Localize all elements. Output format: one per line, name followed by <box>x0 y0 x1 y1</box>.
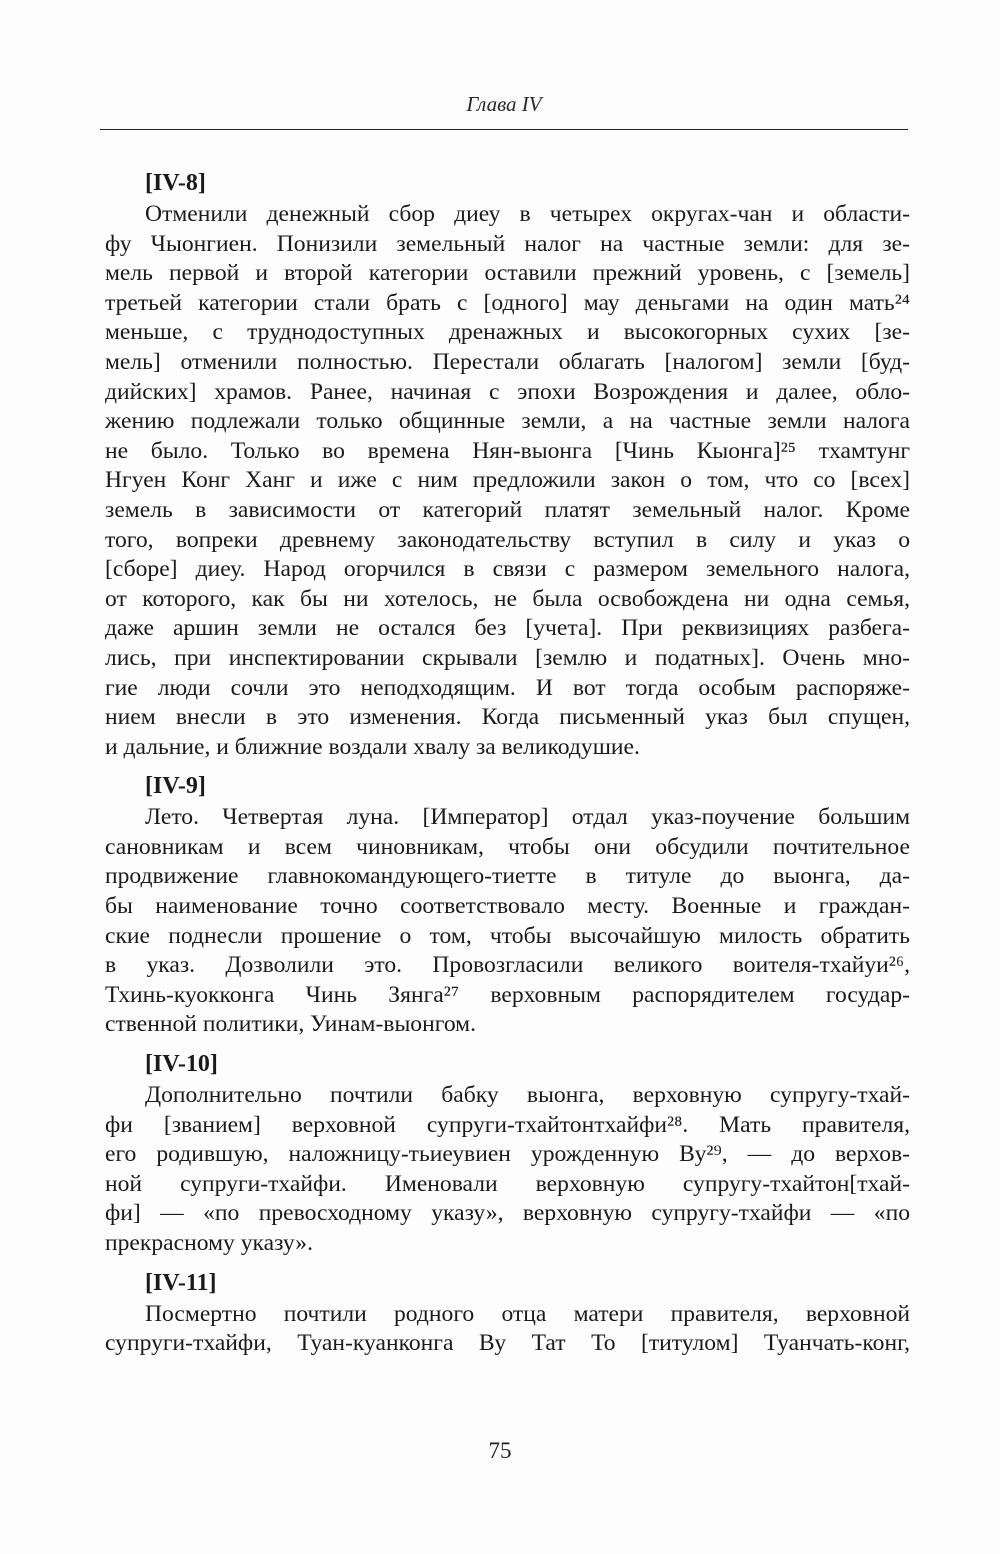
text-line: в указ. Дозволили это. Провозгласили великого воителя-тхайуи²⁶, <box>105 952 910 979</box>
section-heading: [IV-11] <box>145 1269 217 1296</box>
text-line: фи [званием] верховной супруги-тхайтонтхайфи²⁸. Мать правителя, <box>105 1111 910 1138</box>
text-line: фу Чыонгиен. Понизили земельный налог на частные земли: для зе- <box>105 230 910 257</box>
section-heading: [IV-9] <box>145 773 206 800</box>
text-line: Нгуен Конг Ханг и иже с ним предложили закон о том, что со [всех] <box>105 467 910 494</box>
text-line: того, вопреки древнему законодательству вступил в силу и указ о <box>105 526 910 553</box>
header-rule <box>100 129 908 130</box>
text-line: Отменили денежный сбор диеу в четырех округах-чан и области- <box>145 201 910 227</box>
text-line: продвижение главнокомандующего-тиетте в титуле до выонга, да- <box>105 863 910 890</box>
text-line: Лето. Четвертая луна. [Император] отдал указ-поучение большим <box>145 804 910 831</box>
body-text <box>105 168 910 1359</box>
text-line: гие люди сочли это неподходящим. И вот тогда особым распоряже- <box>105 674 910 701</box>
text-line: супруги-тхайфи, Туан-куанконга Ву Тат То [титулом] Туанчать-конг, <box>105 1330 910 1357</box>
text-line: [сборе] диеу. Народ огорчился в связи с размером земельного налога, <box>105 556 910 583</box>
text-line: Посмертно почтили родного отца матери правителя, верховной <box>145 1300 910 1327</box>
text-line: лись, при инспектировании скрывали [землю и податных]. Очень мно- <box>105 644 910 671</box>
text-line: дийских] храмов. Ранее, начиная с эпохи Возрождения и далее, обло- <box>105 378 910 405</box>
text-line: даже аршин земли не остался без [учета]. При реквизициях разбега- <box>105 615 910 642</box>
text-line: сановникам и всем чиновникам, чтобы они обсудили почтительное <box>105 833 910 860</box>
text-line: нием внесли в это изменения. Когда письменный указ был спущен, <box>105 704 910 731</box>
text-line: ские поднесли прошение о том, чтобы высочайшую милость обратить <box>105 922 910 949</box>
text-line: ной супруги-тхайфи. Именовали верховную супругу-тхайтон[тхай- <box>105 1170 910 1197</box>
text-line: ственной политики, Уинам-выонгом. <box>105 1011 476 1038</box>
section-heading: [IV-10] <box>145 1051 218 1078</box>
text-line: меньше, с труднодоступных дренажных и высокогорных сухих [зе- <box>105 319 910 346</box>
text-line: фи] — «по превосходному указу», верховную супругу-тхайфи — «по <box>105 1200 910 1227</box>
text-line: от которого, как бы ни хотелось, не была освобождена ни одна семья, <box>105 585 910 612</box>
text-line: жению подлежали только общинные земли, а на частные земли налога <box>105 408 910 435</box>
text-line: земель в зависимости от категорий платят земельный налог. Кроме <box>105 496 910 523</box>
text-line: прекрасному указу». <box>105 1230 313 1256</box>
text-line: Тхинь-куокконга Чинь Зянга²⁷ верховным распорядителем государ- <box>105 981 910 1008</box>
section-heading: [IV-8] <box>145 170 206 196</box>
text-line: третьей категории стали брать с [одного] мау деньгами на один мать²⁴ <box>105 289 910 316</box>
text-line: мель первой и второй категории оставили прежний уровень, с [земель] <box>105 260 910 287</box>
text-line: не было. Только во времена Нян-выонга [Чинь Кыонга]²⁵ тхамтунг <box>105 437 910 464</box>
text-line: его родившую, наложницу-тьиеувиен урожденную Ву²⁹, — до верхов- <box>105 1141 910 1168</box>
running-head: Глава IV <box>466 92 542 116</box>
text-line: Дополнительно почтили бабку выонга, верховную супругу-тхай- <box>145 1082 910 1109</box>
text-line: и дальние, и ближние воздали хвалу за великодушие. <box>105 733 640 760</box>
text-line: бы наименование точно соответствовало месту. Военные и граждан- <box>105 893 910 920</box>
text-line: мель] отменили полностью. Перестали облагать [налогом] земли [буд- <box>105 348 910 375</box>
page-number: 75 <box>488 1438 512 1463</box>
